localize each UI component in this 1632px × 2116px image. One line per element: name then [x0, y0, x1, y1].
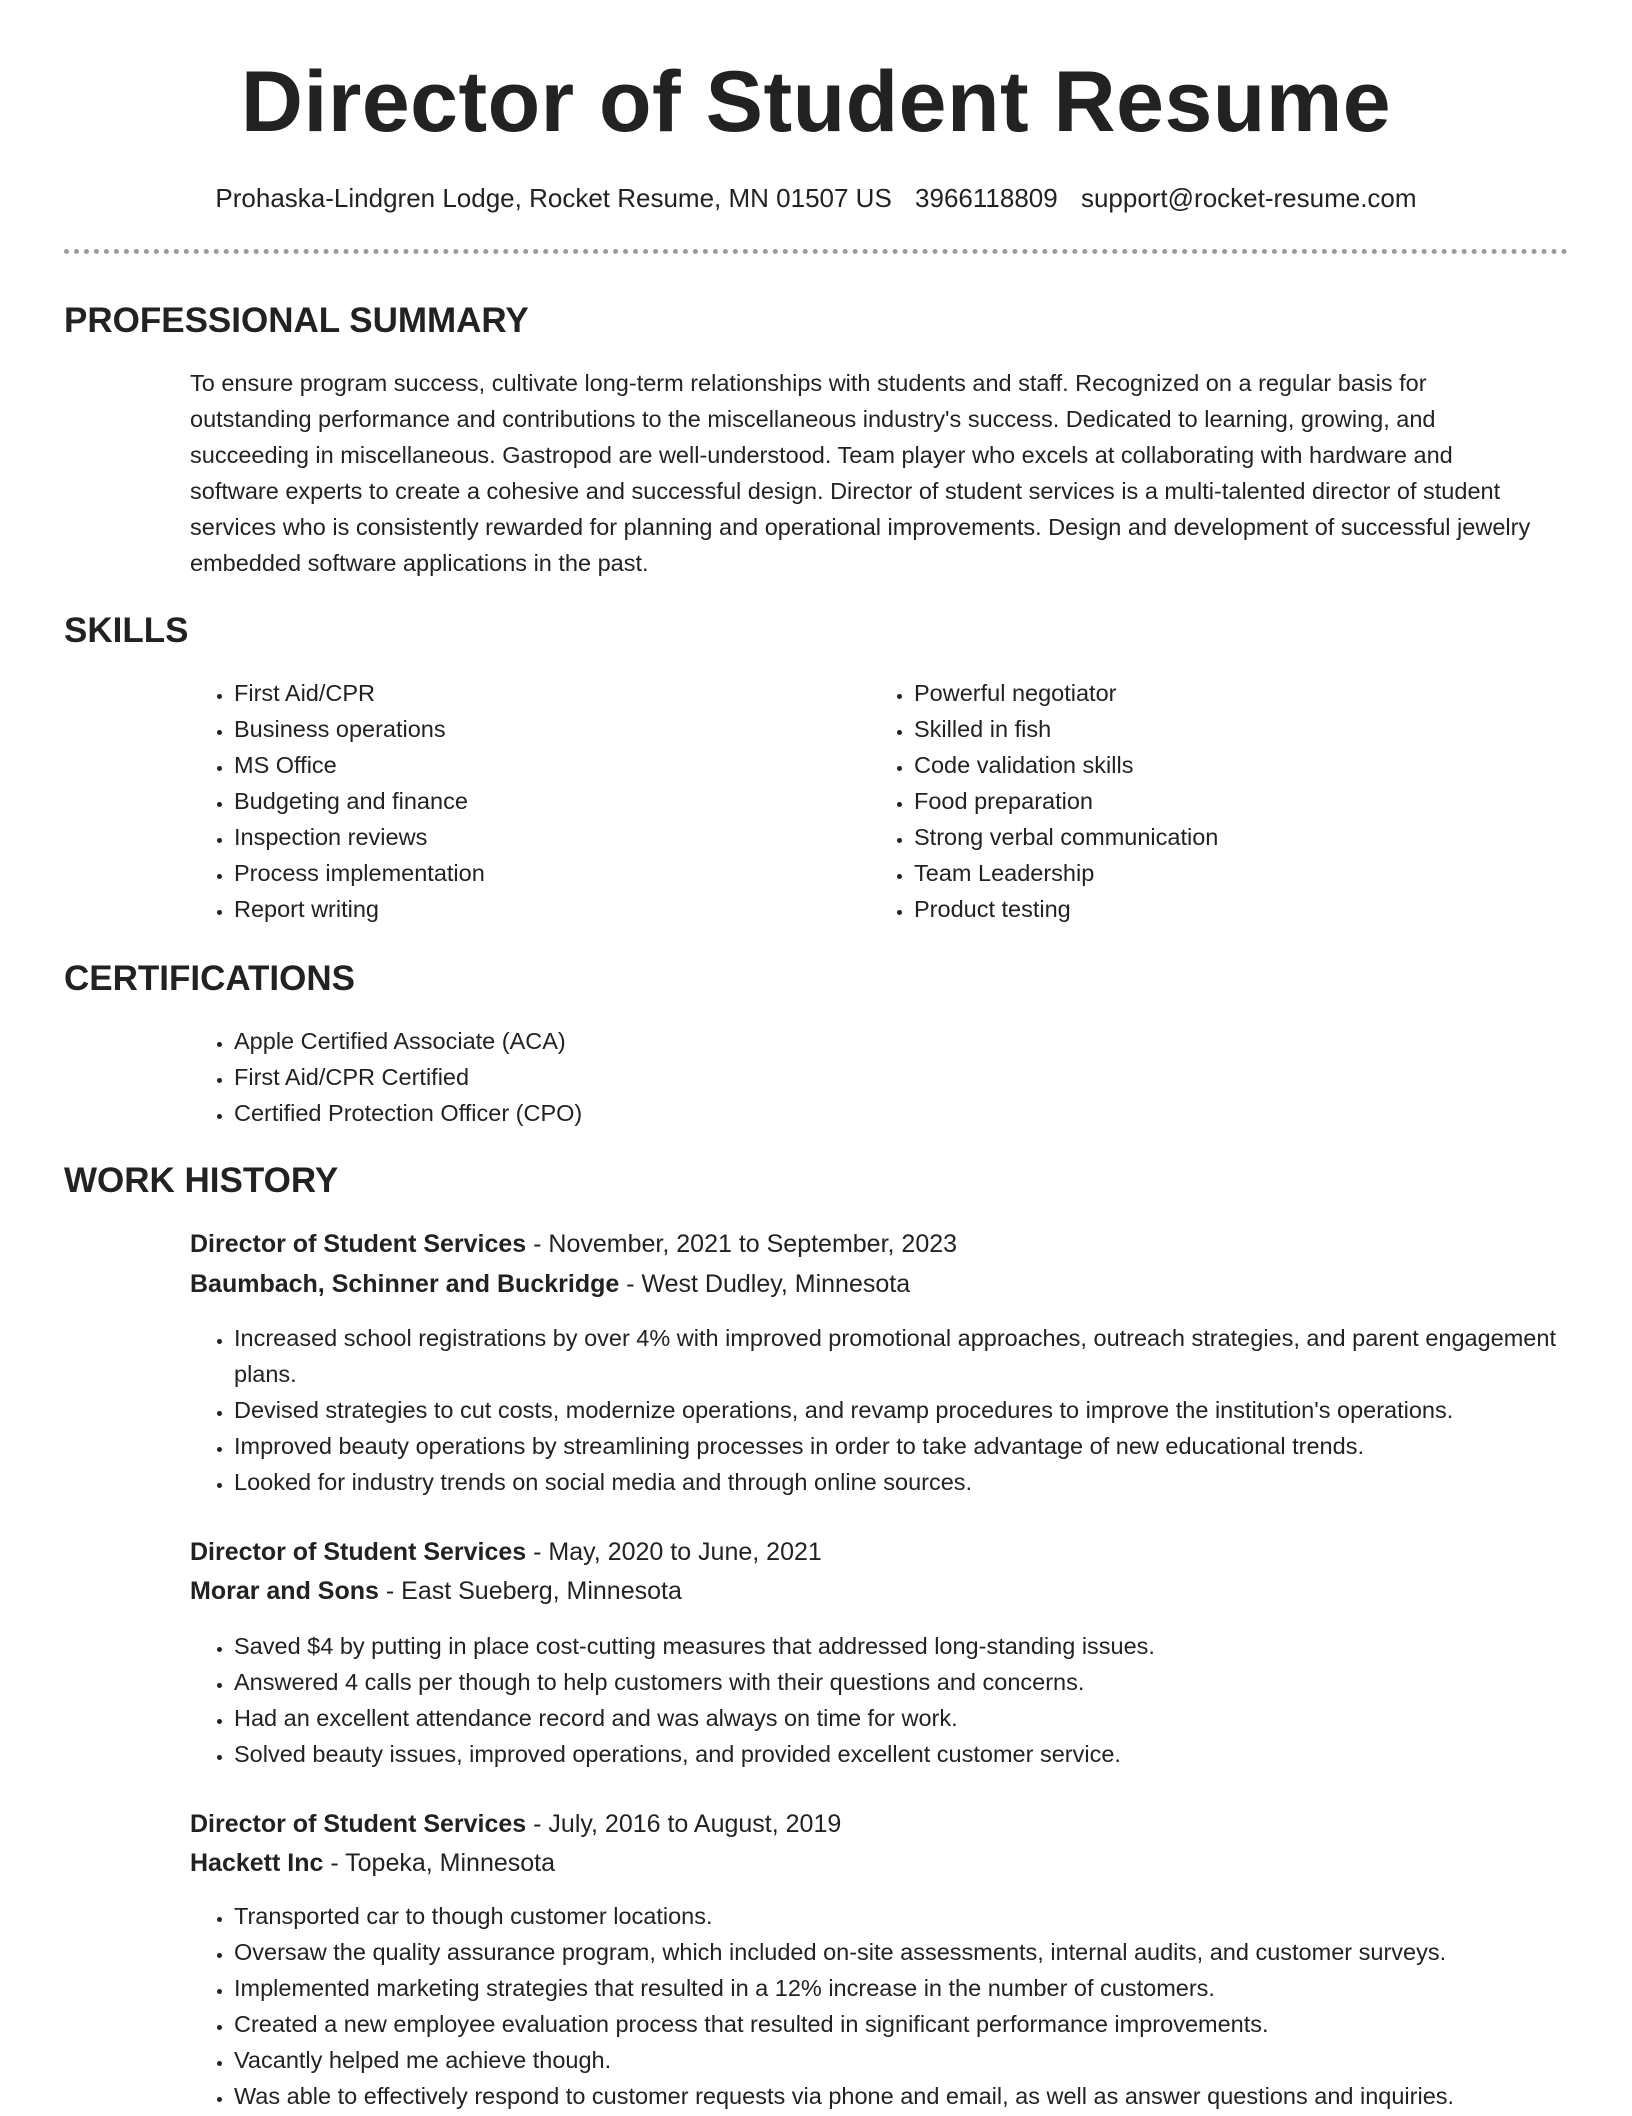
- skill-item: • Product testing: [914, 891, 1554, 927]
- job-bullet: • Had an excellent attendance record and was always on time for work.: [234, 1700, 1594, 1736]
- job-bullet: • Improved beauty operations by streamlining processes in order to take advantage of new educational trends.: [234, 1428, 1594, 1464]
- job-bullet: • Created a new employee evaluation process that resulted in significant performance improvements.: [234, 2006, 1614, 2042]
- contact-line: [0, 180, 1632, 216]
- resume-title: Director of Student Resume: [240, 54, 1392, 150]
- job-bullet: • Vacantly helped me achieve though.: [234, 2042, 1614, 2078]
- job-bullet: • Looked for industry trends on social media and through online sources.: [234, 1464, 1594, 1500]
- contact-phone: 3966118809: [915, 183, 1058, 213]
- job-company-line: [190, 1572, 682, 1610]
- job-bullet: • Devised strategies to cut costs, modernize operations, and revamp procedures to improve the institution's operations.: [234, 1392, 1594, 1428]
- skill-item: • Strong verbal communication: [914, 819, 1554, 855]
- job-bullet: • Oversaw the quality assurance program, which included on-site assessments, internal audits, and customer surveys.: [234, 1934, 1614, 1970]
- job-title-line: [190, 1225, 957, 1263]
- skill-item: • Report writing: [234, 891, 834, 927]
- job-location: - East Sueberg, Minnesota: [378, 1577, 682, 1605]
- skill-item: • Process implementation: [234, 855, 834, 891]
- skill-item: • MS Office: [234, 747, 834, 783]
- job-bullet: • Solved beauty issues, improved operations, and provided excellent customer service.: [234, 1736, 1594, 1772]
- summary-heading: PROFESSIONAL SUMMARY: [64, 301, 529, 340]
- job-title: Director of Student Services: [190, 1230, 527, 1258]
- job-bullet: • Transported car to though customer locations.: [234, 1898, 1614, 1934]
- job-company: Morar and Sons: [190, 1577, 379, 1605]
- skills-heading: SKILLS: [64, 611, 189, 650]
- job-bullet: • Was able to effectively respond to customer requests via phone and email, as well as answer questions and inquiries.: [234, 2078, 1614, 2114]
- skill-item: • Business operations: [234, 711, 834, 747]
- contact-address: Prohaska-Lindgren Lodge, Rocket Resume, MN 01507 US: [215, 183, 892, 213]
- job-dates: - May, 2020 to June, 2021: [526, 1538, 822, 1566]
- work-history-heading: WORK HISTORY: [64, 1161, 339, 1200]
- contact-email: support@rocket-resume.com: [1080, 183, 1417, 213]
- skills-list-left: [190, 675, 834, 927]
- job-company: Baumbach, Schinner and Buckridge: [190, 1270, 620, 1298]
- job-bullet: • Implemented marketing strategies that resulted in a 12% increase in the number of customers.: [234, 1970, 1614, 2006]
- skill-item: • Powerful negotiator: [914, 675, 1554, 711]
- header-divider: [64, 249, 1568, 254]
- job-dates: - November, 2021 to September, 2023: [526, 1230, 958, 1258]
- job-title: Director of Student Services: [190, 1810, 527, 1838]
- summary-text: To ensure program success, cultivate long-term relationships with students and staff. Recognized on a regular basis for outstanding performance and contributions to the miscellaneous industry's success. Dedicated to learning, growing, and succeeding in miscellaneous. Gastropod are well-understood. Team player who excels at collaborating with hardware and software experts to create a cohesive and successful design. Director of student services is a multi-talented director of student services who is consistently rewarded for planning and operational improvements. Design and development of successful jewelry embedded software applications in the past.: [190, 370, 1531, 576]
- skill-item: • Budgeting and finance: [234, 783, 834, 819]
- job-bullets: [190, 1320, 1594, 1500]
- job-dates: - July, 2016 to August, 2019: [526, 1810, 842, 1838]
- skill-item: • Inspection reviews: [234, 819, 834, 855]
- job-bullet: • Saved $4 by putting in place cost-cutting measures that addressed long-standing issues.: [234, 1628, 1594, 1664]
- skill-item: • Code validation skills: [914, 747, 1554, 783]
- job-bullet: • Increased school registrations by over 4% with improved promotional approaches, outreach strategies, and parent engagement plans.: [234, 1320, 1594, 1392]
- job-title: Director of Student Services: [190, 1538, 527, 1566]
- skill-item: • Food preparation: [914, 783, 1554, 819]
- skill-item: • Skilled in fish: [914, 711, 1554, 747]
- job-bullets: [190, 1898, 1614, 2114]
- certification-item: • First Aid/CPR Certified: [234, 1059, 1534, 1095]
- certification-item: • Apple Certified Associate (ACA): [234, 1023, 1534, 1059]
- job-location: - West Dudley, Minnesota: [619, 1270, 911, 1298]
- certifications-heading: CERTIFICATIONS: [64, 959, 356, 998]
- job-bullets: [190, 1628, 1594, 1772]
- job-company: Hackett Inc: [190, 1849, 324, 1877]
- job-title-line: [190, 1805, 841, 1843]
- skills-list-right: [870, 675, 1554, 927]
- skill-item: • First Aid/CPR: [234, 675, 834, 711]
- job-bullet: • Answered 4 calls per though to help customers with their questions and concerns.: [234, 1664, 1594, 1700]
- job-company-line: [190, 1265, 910, 1303]
- skill-item: • Team Leadership: [914, 855, 1554, 891]
- job-company-line: [190, 1844, 555, 1882]
- job-location: - Topeka, Minnesota: [323, 1849, 556, 1877]
- certifications-list: [190, 1023, 1534, 1131]
- certification-item: • Certified Protection Officer (CPO): [234, 1095, 1534, 1131]
- job-title-line: [190, 1533, 822, 1571]
